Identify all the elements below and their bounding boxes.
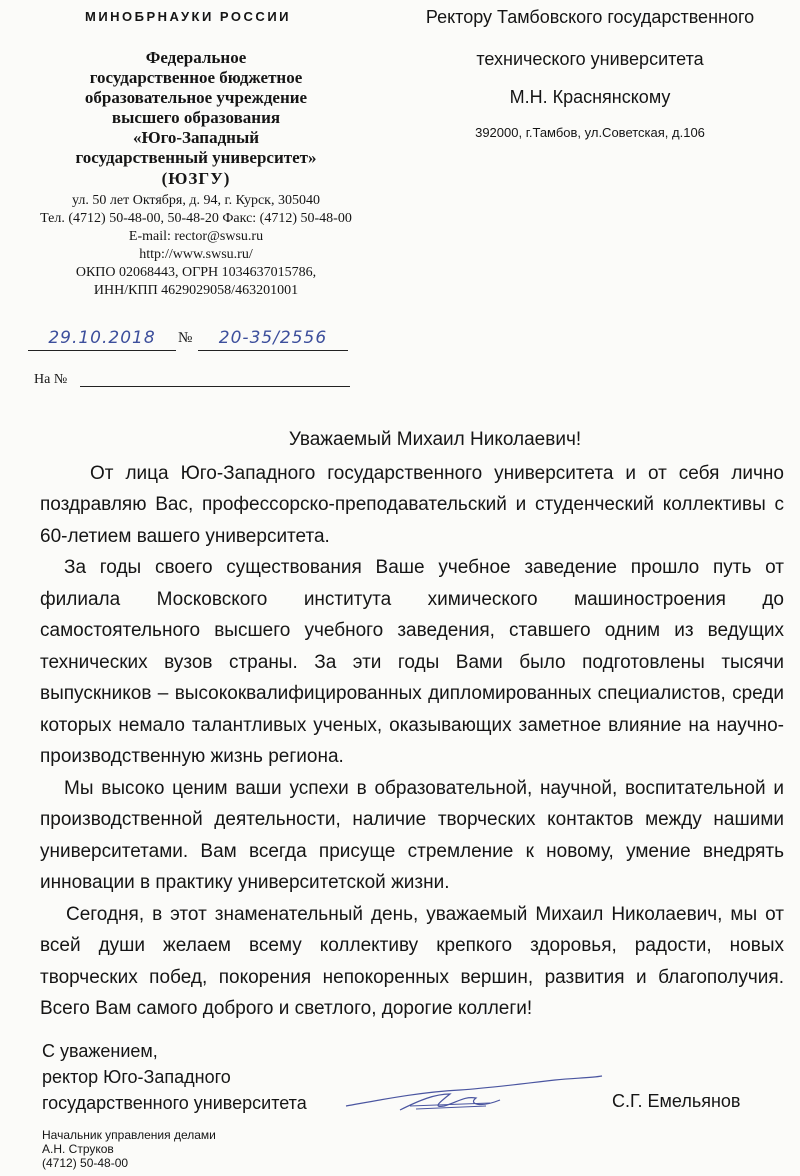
recipient-university: технического университета bbox=[476, 49, 704, 69]
paragraph: Мы высоко ценим ваши успехи в образовательной, научной, воспитательной и производственной деятельности, наличие творческих контактов между нашими университетами. Вам всегда присуще стремление к новому, умение внедрять инновации в практику университетской жизни. bbox=[40, 777, 784, 893]
org-line: государственное бюджетное bbox=[89, 68, 303, 87]
greeting: Уважаемый Михаил Николаевич! bbox=[288, 429, 582, 450]
org-line: образовательное учреждение bbox=[84, 88, 308, 107]
paragraph: Сегодня, в этот знаменательный день, уважаемый Михаил Николаевич, мы от всей души желаем всему коллективу крепкого здоровья, радости, новых творческих побед, покорения непокоренных вершин, развития и благополучия. Всего Вам самого доброго и светлого, дорогие коллеги! bbox=[40, 903, 784, 1019]
recipient-name: М.Н. Краснянскому bbox=[509, 87, 671, 107]
contact-address: ул. 50 лет Октября, д. 94, г. Курск, 305040 bbox=[72, 193, 320, 208]
reference-blank bbox=[80, 386, 350, 387]
recipient-address: 392000, г.Тамбов, ул.Советская, д.106 bbox=[475, 125, 705, 140]
executor-block bbox=[42, 1128, 216, 1170]
closing-line: ректор Юго-Западного bbox=[42, 1067, 231, 1087]
sender-contacts bbox=[6, 192, 386, 300]
executor-line: (4712) 50-48-00 bbox=[42, 1156, 129, 1170]
contact-phone: Тел. (4712) 50-48-00, 50-48-20 Факс: (4712) 50-48-00 bbox=[40, 211, 352, 226]
signer-name: С.Г. Емельянов bbox=[612, 1091, 741, 1111]
org-line: государственный университет» bbox=[75, 148, 317, 167]
paragraph: За годы своего существования Ваше учебное заведение прошло путь от филиала Московского института химического машиностроения до самостоятельного высшего учебного заведения, ставшего одним из ведущих технических вузов страны. За эти годы Вами было подготовлены тысячи выпускников – высококвалифицированных дипломированных специалистов, среди которых немало талантливых ученых, оказывающих заметное влияние на научно-производственную жизнь региона. bbox=[40, 557, 784, 767]
registration-line bbox=[28, 328, 348, 354]
paragraph: От лица Юго-Западного государственного университета и от себя лично поздравляю Вас, профессорско-преподавательский и студенческий коллективы с 60-летием вашего университета. bbox=[40, 462, 784, 547]
letter-body bbox=[40, 424, 784, 1025]
contact-website: http://www.swsu.ru/ bbox=[139, 247, 253, 262]
org-line: Федеральное bbox=[145, 48, 247, 67]
contact-email: E-mail: rector@swsu.ru bbox=[128, 229, 264, 244]
contact-inn: ИНН/КПП 4629029058/463201001 bbox=[93, 283, 299, 298]
contact-codes: ОКПО 02068443, ОГРН 1034637015786, bbox=[75, 265, 317, 280]
organization-name bbox=[6, 48, 386, 168]
sender-block bbox=[6, 8, 386, 300]
closing-block bbox=[42, 1038, 362, 1116]
reference-line bbox=[34, 372, 354, 392]
executor-line: Начальник управления делами bbox=[42, 1128, 216, 1142]
organization-abbreviation: (ЮЗГУ) bbox=[161, 169, 231, 188]
handwritten-signature bbox=[340, 1070, 610, 1120]
closing-line: С уважением, bbox=[42, 1041, 158, 1061]
recipient-title: Ректору Тамбовского государственного bbox=[425, 7, 755, 27]
executor-line: А.Н. Струков bbox=[42, 1142, 114, 1156]
number-label: № bbox=[178, 330, 193, 346]
org-line: высшего образования bbox=[111, 108, 281, 127]
registration-number: 20-35/2556 bbox=[198, 328, 348, 351]
org-line: «Юго-Западный bbox=[132, 128, 260, 147]
reference-label: На № bbox=[34, 372, 68, 387]
recipient-block bbox=[390, 2, 790, 142]
registration-date: 29.10.2018 bbox=[28, 328, 176, 351]
closing-line: государственного университета bbox=[42, 1093, 307, 1113]
ministry-name: МИНОБРНАУКИ РОССИИ bbox=[84, 9, 292, 24]
